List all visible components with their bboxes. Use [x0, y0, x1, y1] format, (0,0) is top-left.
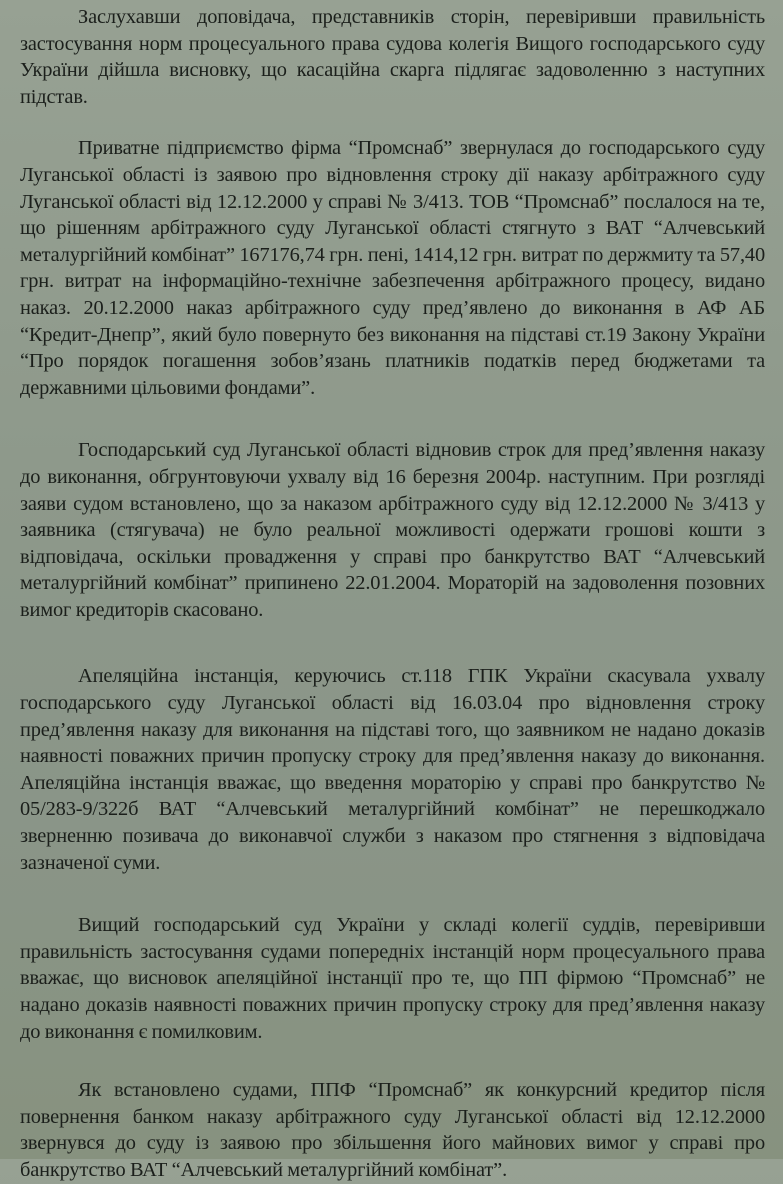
paragraph-4: Апеляційна інстанція, керуючись ст.118 ГПК України скасувала ухвалу господарського суду Луганської області від 16.03.04 про відновлення строку пред’явлення наказу для виконання на підставі того, що заявником не надано доказів наявності поважних причин пропуску строку для пред’явлення наказу до виконання. Апеляційна інстанція вважає, що введення мораторію у справі про банкрутство № 05/283-9/322б ВАТ “Алчевський металургійний комбінат” не перешкоджало зверненню позивача до виконавчої служби з наказом про стягнення з відповідача зазначеної суми.	[20, 665, 765, 874]
paragraph-5: Вищий господарський суд України у складі колегії суддів, перевіривши правильність застосування судами попередніх інстанцій норм процесуального права вважає, що висновок апеляційної інстанції про те, що ПП фірмою “Промснаб” не надано доказів наявності поважних причин пропуску строку для пред’явлення наказу до виконання є помилковим.	[20, 914, 765, 1043]
paragraph-3: Господарський суд Луганської області відновив строк для пред’явлення наказу до виконання, обгрунтовуючи ухвалу від 16 березня 2004р. наступним. При розгляді заяви судом встановлено, що за наказом арбітражного суду від 12.12.2000 № 3/413 у заявника (стягувача) не було реальної можливості одержати грошові кошти з відповідача, оскільки провадження у справі про банкрутство ВАТ “Алчевський металургійний комбінат” припинено 22.01.2004. Мораторій на задоволення позовних вимог кредиторів скасовано.	[20, 439, 765, 621]
paragraph-6: Як встановлено судами, ППФ “Промснаб” як конкурсний кредитор після повернення банком наказу арбітражного суду Луганської області від 12.12.2000 звернувся до суду із заявою про збільшення його майнових вимог у справі про банкрутство ВАТ “Алчевський металургійний комбінат”.	[20, 1079, 765, 1181]
paragraph-1: Заслухавши доповідача, представників сторін, перевіривши правильність застосування норм процесуального права судова колегія Вищого господарського суду України дійшла висновку, що касаційна скарга підлягає задоволенню з наступних підстав.	[20, 6, 765, 108]
paragraph-2: Приватне підприємство фірма “Промснаб” звернулася до господарського суду Луганської області із заявою про відновлення строку дії наказу арбітражного суду Луганської області від 12.12.2000 у справі № 3/413. ТОВ “Промснаб” послалося на те, що рішенням арбітражного суду Луганської області стягнуто з ВАТ “Алчевський металургійний комбінат” 167176,74 грн. пені, 1414,12 грн. витрат по держмиту та 57,40 грн. витрат на інформаційно-технічне забезпечення арбітражного процесу, видано наказ. 20.12.2000 наказ арбітражного суду пред’явлено до виконання в АФ АБ “Кредит-Днепр”, який було повернуто без виконання на підставі ст.19 Закону України “Про порядок погашення зобов’язань платників податків перед бюджетами та державними цільовими фондами”.	[20, 137, 765, 399]
